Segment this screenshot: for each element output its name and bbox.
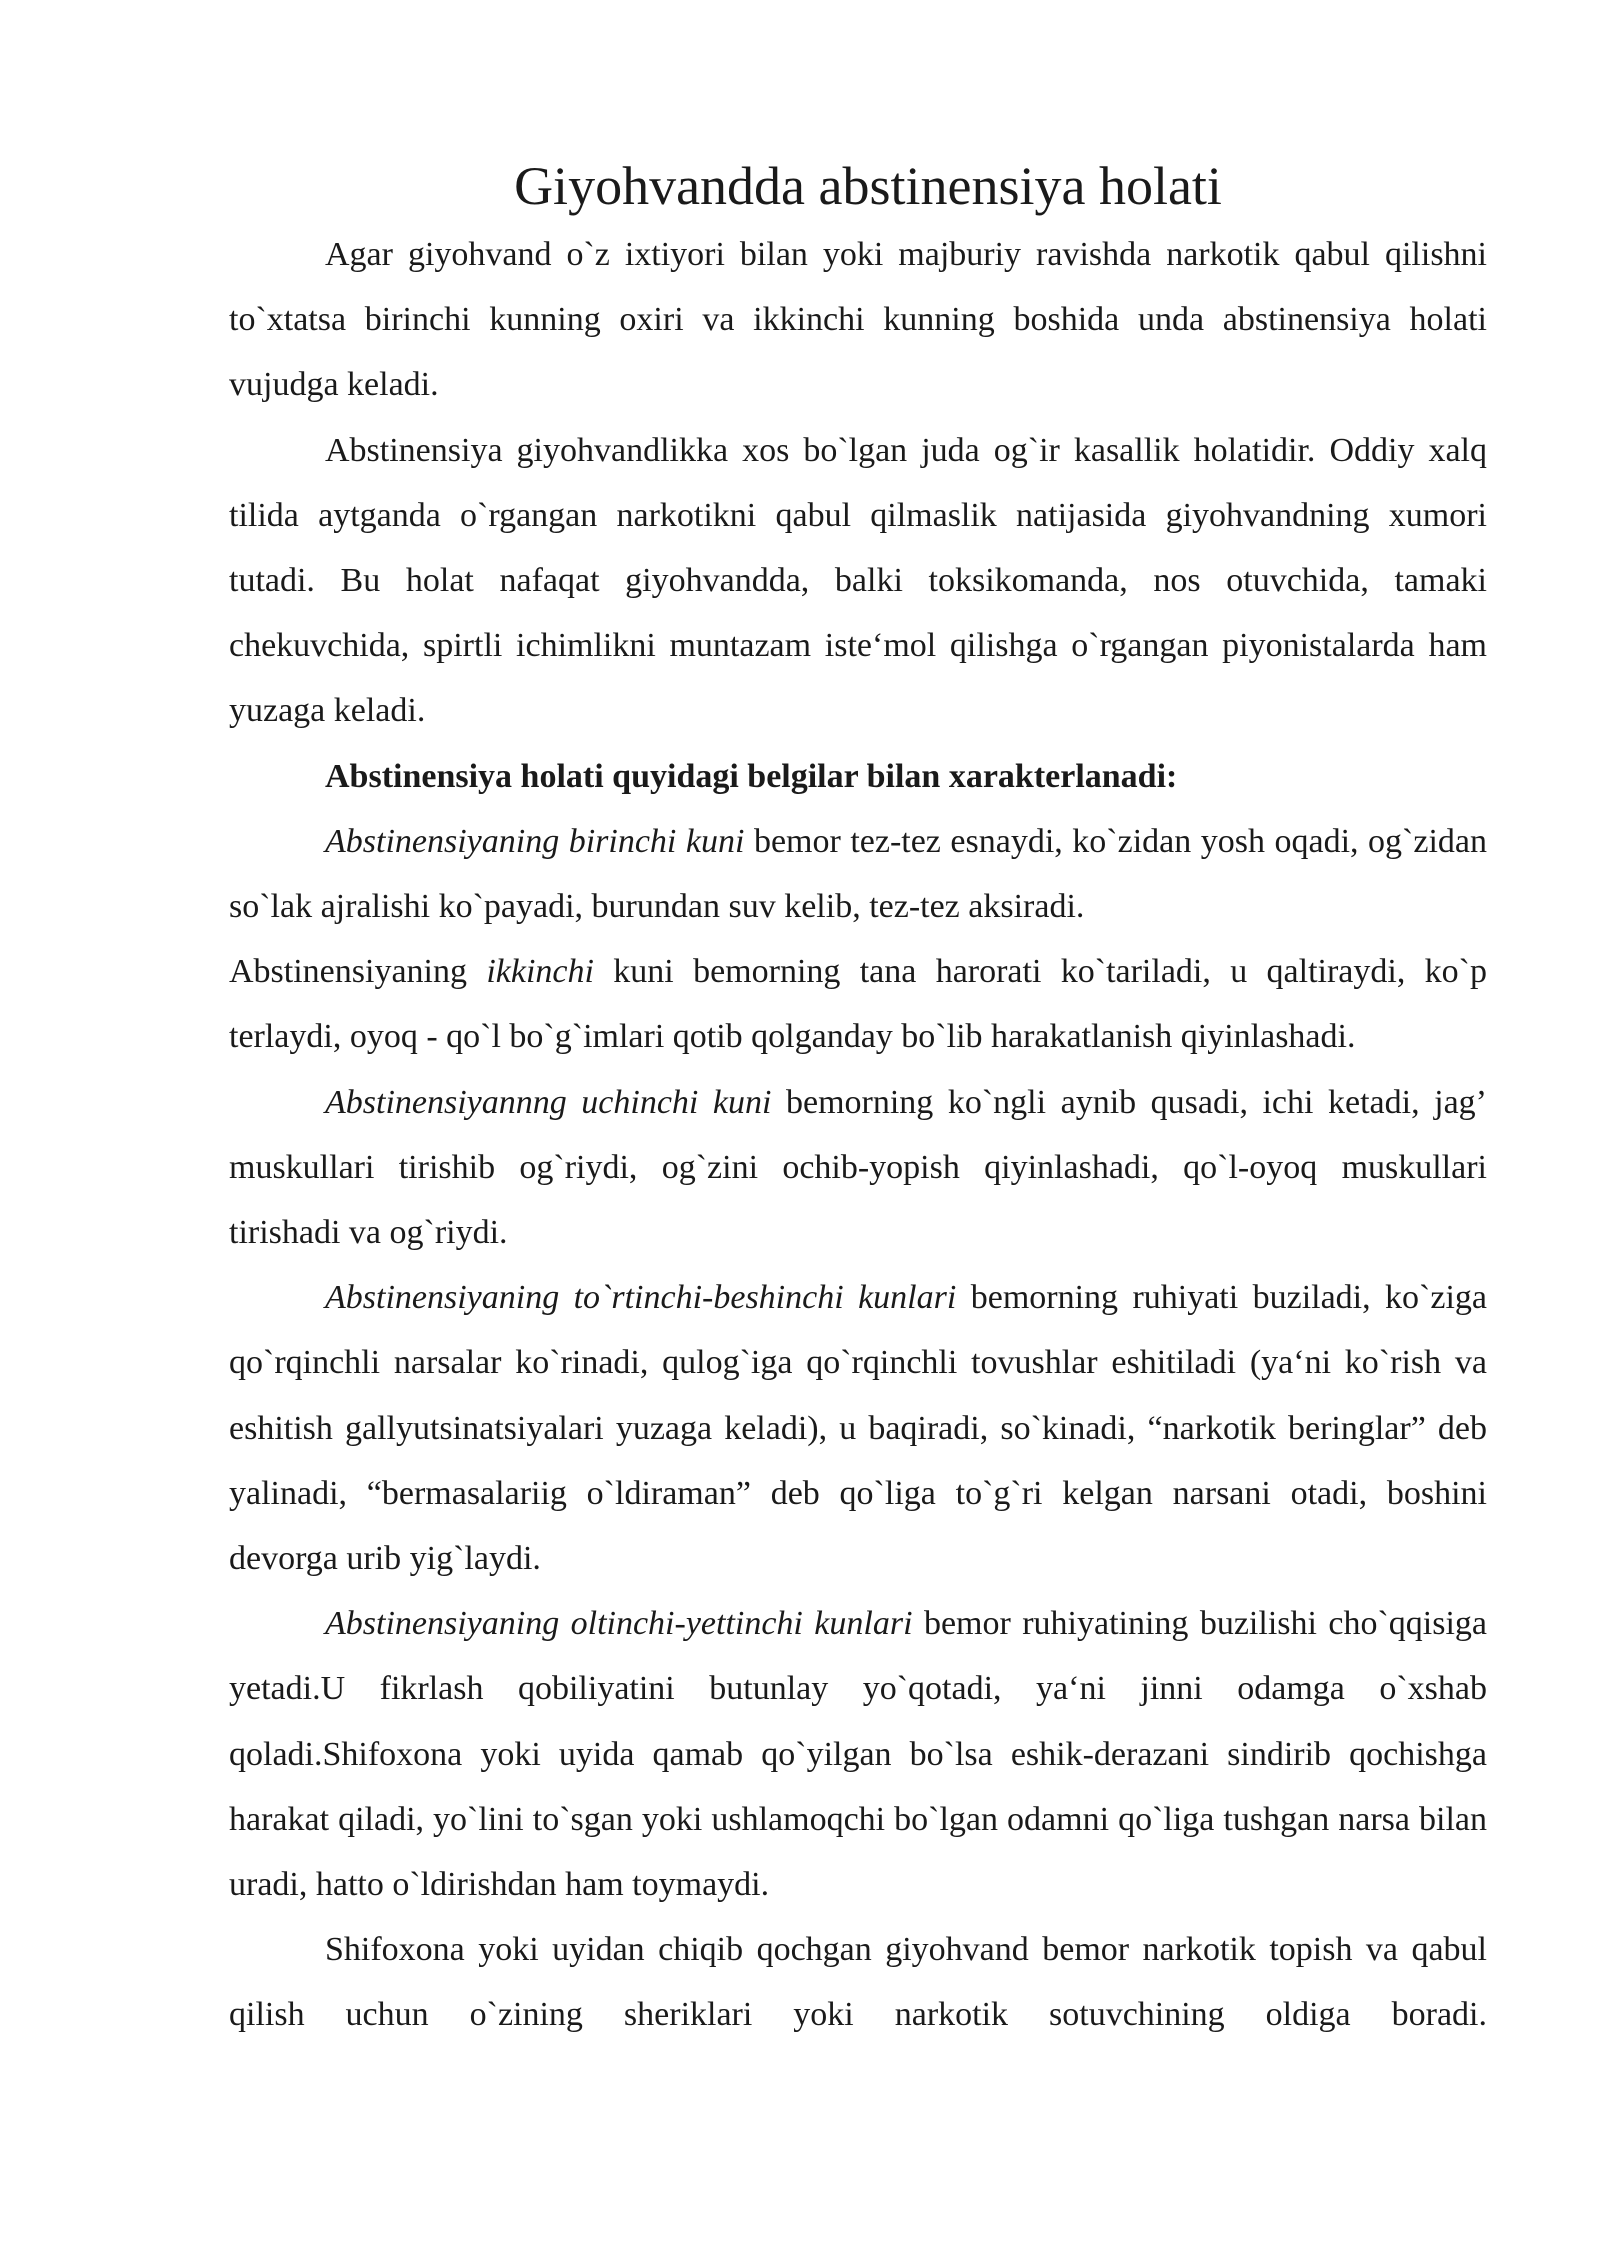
day-one-text: bemor tez-tez esnaydi, ko`zidan yosh oqadi, og`zidan so`lak ajralishi ko`payadi, burundan suv kelib, tez-tez aksiradi.: [229, 822, 1488, 926]
day-four-five-label: Abstinensiyaning to`rtinchi-beshinchi kunlari: [325, 1279, 957, 1317]
day-two-label: ikkinchi: [486, 953, 594, 991]
day-one-label: Abstinensiyaning birinchi kuni: [325, 822, 745, 860]
day-two-text: kuni bemorning tana harorati ko`tariladi, u qaltiraydi, ko`p terlaydi, oyoq - qo`l bo`g`imlari qotib qolganday bo`lib harakatlanish qiyinlashadi.: [229, 953, 1487, 1056]
paragraph-day-one: [229, 809, 1487, 939]
day-four-five-text: bemorning ruhiyati buziladi, ko`ziga qo`rqinchli narsalar ko`rinadi, qulog`iga qo`rqinchli tovushlar eshitiladi (ya‘ni ko`rish va eshitish gallyutsinatsiyalari yuzaga keladi), u baqiradi, so`kinadi, “narkotik beringlar” deb yalinadi, “bermasalariig o`ldiraman” deb qo`liga to`g`ri kelgan narsani otadi, boshini devorga urib yig`laydi.: [229, 1279, 1487, 1578]
page-title: Giyohvandda abstinensiya holati: [514, 156, 1222, 216]
day-three-label: Abstinensiyannng uchinchi kuni: [325, 1083, 772, 1121]
paragraph-definition: Abstinensiya giyohvandlikka xos bo`lgan juda og`ir kasallik holatidir. Oddiy xalq tilida aytganda o`rgangan narkotikni qabul qilmaslik natijasida giyohvandning xumori tutadi. Bu holat nafaqat giyohvandda, balki toksikomanda, nos otuvchida, tamaki chekuvchida, spirtli ichimlikni muntazam iste‘mol qilishga o`rgangan piyonistalarda ham yuzaga keladi.: [229, 431, 1487, 730]
paragraph-day-three: [229, 1070, 1487, 1266]
document-page: [229, 150, 1487, 2048]
paragraph-day-four-five: [229, 1265, 1487, 1591]
day-six-seven-label: Abstinensiyaning oltinchi-yettinchi kunlari: [325, 1605, 913, 1643]
day-two-lead: Abstinensiyaning: [229, 953, 487, 991]
paragraph-day-six-seven: [229, 1591, 1487, 1917]
paragraph-intro: Agar giyohvand o`z ixtiyori bilan yoki majburiy ravishda narkotik qabul qilishni to`xtatsa birinchi kunning oxiri va ikkinchi kunning boshida unda abstinensiya holati vujudga keladi.: [229, 236, 1487, 404]
section-heading: Abstinensiya holati quyidagi belgilar bilan xarakterlanadi:: [325, 757, 1178, 795]
day-three-text: bemorning ko`ngli aynib qusadi, ichi ketadi, jag’ muskullari tirishib og`riydi, og`zini ochib-yopish qiyinlashadi, qo`l-oyoq muskullari tirishadi va og`riydi.: [229, 1083, 1487, 1252]
paragraph-day-two: [229, 939, 1487, 1069]
paragraph-escape: Shifoxona yoki uyidan chiqib qochgan giyohvand bemor narkotik topish va qabul qilish uchun o`zining sheriklari yoki narkotik sotuvchining oldiga boradi.: [229, 1931, 1487, 2034]
day-six-seven-text: bemor ruhiyatining buzilishi cho`qqisiga yetadi.U fikrlash qobiliyatini butunlay yo`qotadi, ya‘ni jinni odamga o`xshab qoladi.Shifoxona yoki uyida qamab qo`yilgan bo`lsa eshik-derazani sindirib qochishga harakat qiladi, yo`lini to`sgan yoki ushlamoqchi bo`lgan odamni qo`liga tushgan narsa bilan uradi, hatto o`ldirishdan ham toymaydi.: [229, 1605, 1487, 1904]
